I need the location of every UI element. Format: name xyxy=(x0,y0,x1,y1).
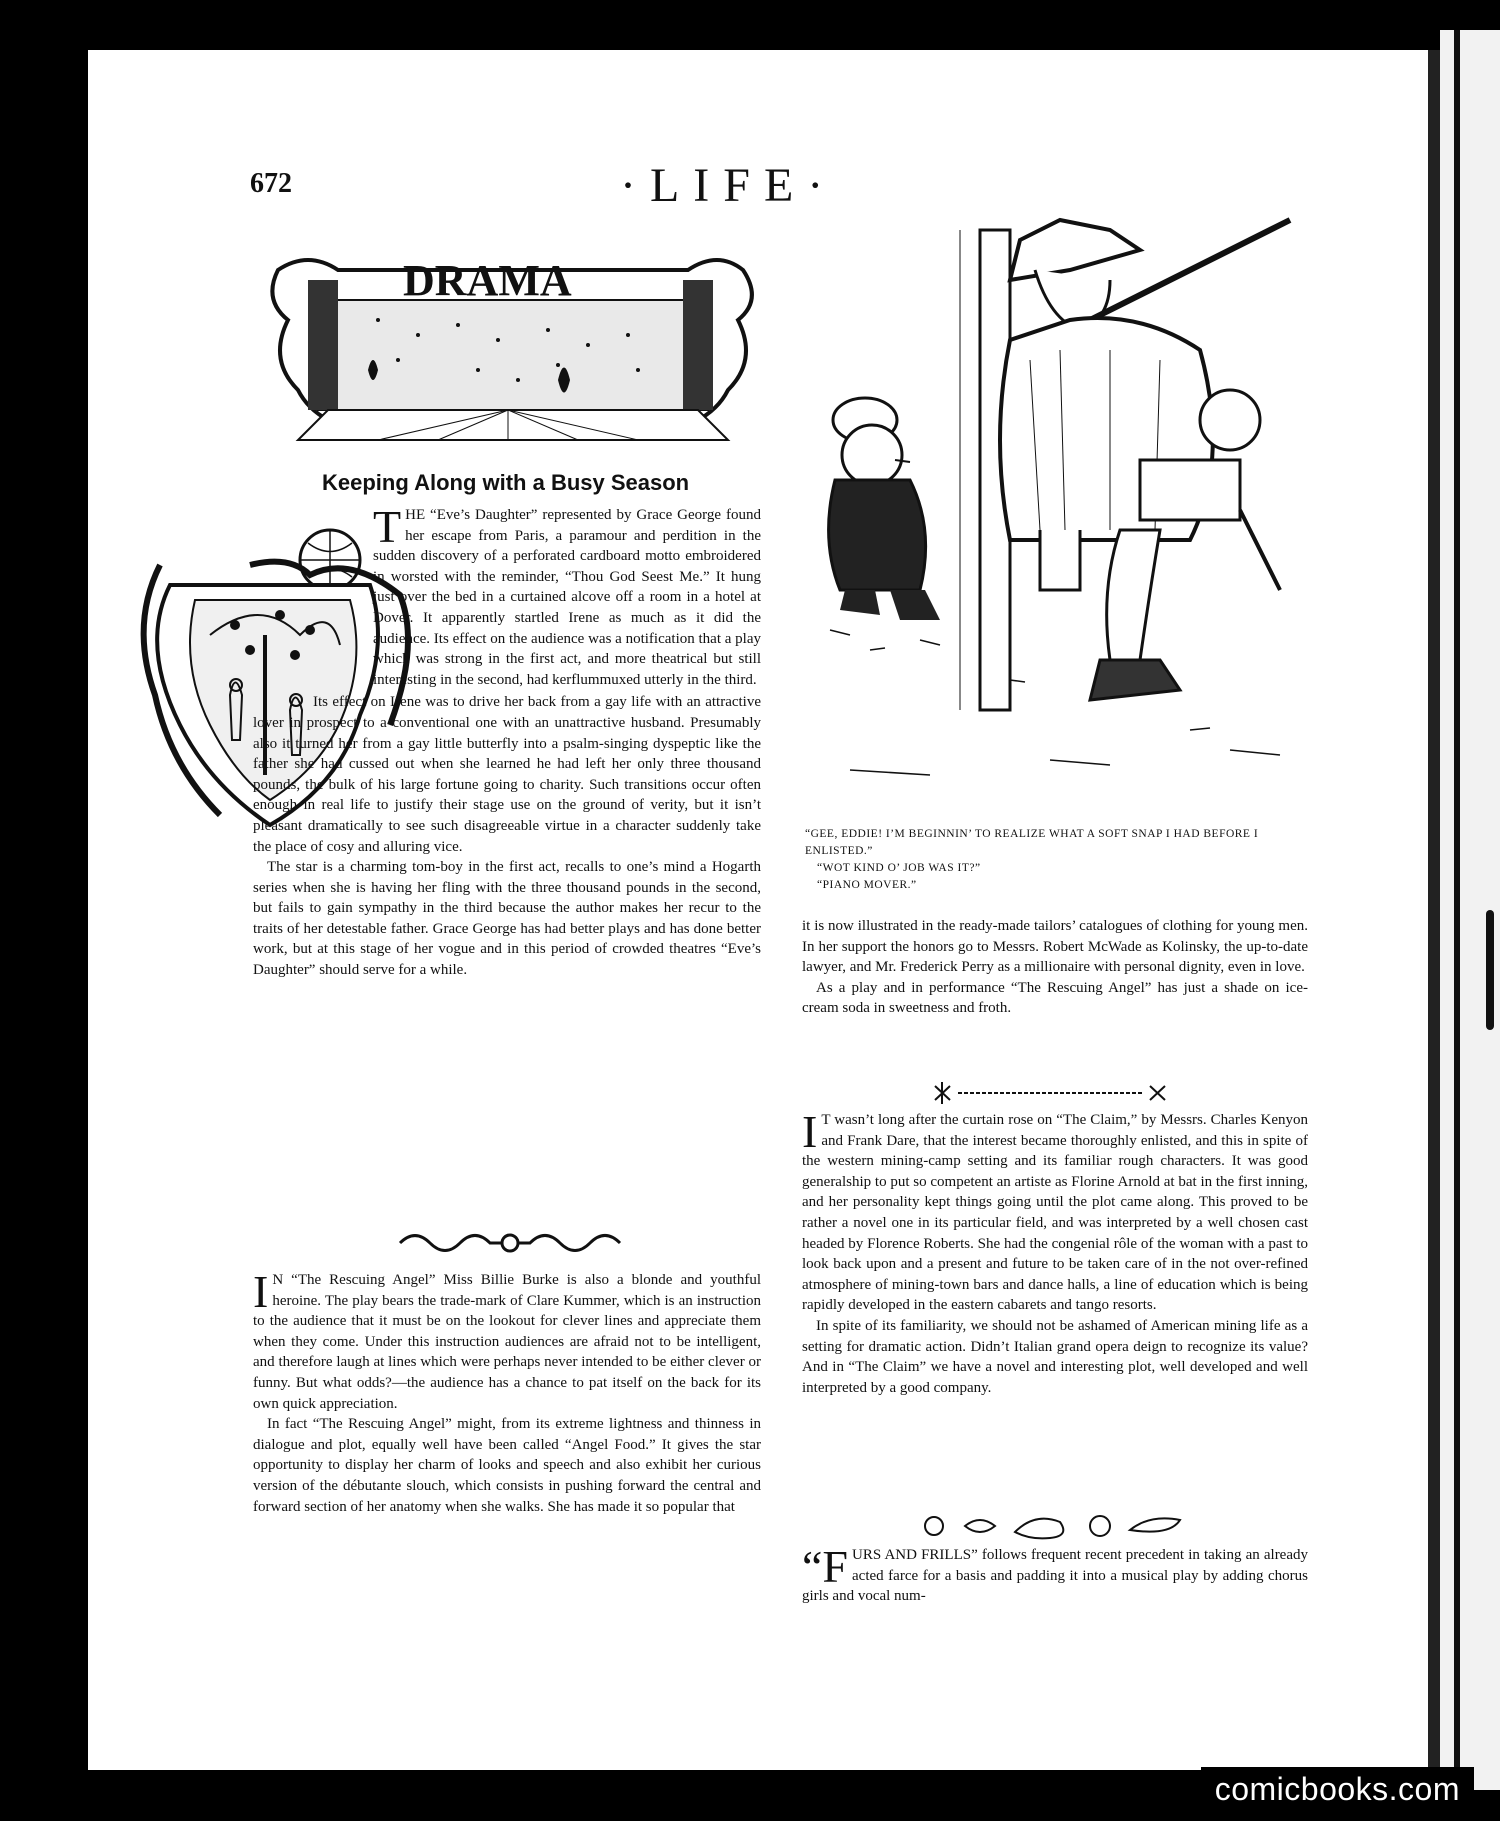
caption-line: “PIANO MOVER.” xyxy=(817,879,917,891)
soldier-cartoon-illustration xyxy=(810,210,1320,820)
article-column-right-lower xyxy=(802,1541,1308,1607)
paragraph-eves-daughter-effect: Its effect on Irene was to drive her back from a gay life with an attractive lover in prospect to a conventional one with an unattractive husband. Presumably also it turned her from a gay little butterfly into a psalm-singing dyspeptic like the father she had cussed out when she learned he had left her only three thousand pounds, the bulk of his large fortune going to charity. Such transitions occur often enough in real life to justify their stage use on the ground of verity, but it isn’t pleasant dramatically to see such disagreeable virtue in a character suddenly take the place of cosy and alluring vice. xyxy=(253,694,761,855)
paragraph-the-claim-familiarity: In spite of its familiarity, we should not be ashamed of American mining life as a setting for dramatic action. Didn’t Italian grand opera deign to recognize its value? And in “The Claim” we have a novel and interesting plot, well developed and well interpreted by a good company. xyxy=(802,1317,1308,1396)
paragraph-the-claim-intro: I T wasn’t long after the curtain rose on “The Claim,” by Messrs. Charles Kenyon and Frank Dare, that the interest became thoroughly enlisted, and this in spite of the western mining-camp setting and its familiar rough characters. It was good generalship to put so competent an artiste as Florine Arnold at bat in the first inning, and her personality kept things going until the plot came along. This proved to be rather a novel one in its particular field, and was interpreted by a well chosen cast headed by Florence Roberts. She had the congenial rôle of the woman with a past to look back upon and a present and future to be taken care of in the not over-refined atmosphere of mining-town bars and dance halls, a line of education which is being rapidly developed in the eastern cabarets and tango resorts. xyxy=(802,1106,1308,1314)
article-column-left-lower xyxy=(253,1266,761,1517)
ink-smudge xyxy=(1486,910,1494,1030)
paragraph-furs-and-frills: “FURS AND FRILLS” follows frequent recent precedent in taking an already acted farce for a basis and padding it into a musical play by adding chorus girls and vocal num- xyxy=(802,1541,1308,1605)
paragraph-rescuing-angel-support: it is now illustrated in the ready-made tailors’ catalogues of clothing for young men. In her support the honors go to Messrs. Robert McWade as Kolinsky, the up-to-date lawyer, and Mr. Frederick Perry as a millionaire with personal dignity, even in love. xyxy=(802,918,1308,976)
page-gutter-line xyxy=(1454,30,1460,1790)
paragraph-rescuing-angel-angel-food: In fact “The Rescuing Angel” might, from its extreme lightness and thinness in dialogue and plot, equally well have been called “Angel Food.” It gives the star opportunity to display her charm of looks and speech and also exhibit her curious version of the débutante slouch, which consists in pushing forward the central and forward section of her anatomy when she walks. She has made it so popular that xyxy=(253,1416,761,1515)
drama-banner-illustration xyxy=(258,240,763,455)
adjacent-page-edge xyxy=(1440,30,1500,1790)
caption-line: “GEE, EDDIE! I’M BEGINNIN’ TO REALIZE WHAT A SOFT SNAP I HAD BEFORE I ENLISTED.” xyxy=(805,828,1259,857)
article-column-left-upper xyxy=(253,501,761,981)
drama-banner-title: DRAMA xyxy=(403,256,572,305)
paragraph-rescuing-angel-summary: As a play and in performance “The Rescuing Angel” has just a shade on ice-cream soda in sweetness and froth. xyxy=(802,979,1308,1017)
caption-line: “WOT KIND O’ JOB WAS IT?” xyxy=(817,862,981,874)
article-column-right-upper xyxy=(802,916,1308,1019)
article-column-right-middle xyxy=(802,1106,1308,1398)
drop-cap: I xyxy=(802,1106,818,1157)
paragraph-eves-daughter-intro: THE “Eve’s Daughter” represented by Grace George found her escape from Paris, a paramour and perdition in the sudden discovery of a perforated cardboard motto embroidered in worsted with the reminder, “Thou God Seest Me.” It hung just over the bed in a curtained alcove off a room in a hotel at Dover. It apparently startled Irene as much as it did the audience. Its effect on the audience was a notification that a play which was strong in the first act, and more theatrical but still interesting in the second, had kerflummuxed utterly in the third. xyxy=(373,501,761,688)
drop-cap: I xyxy=(253,1266,269,1317)
section-divider-ornament xyxy=(930,1078,1170,1108)
article-heading: Keeping Along with a Busy Season xyxy=(322,470,690,495)
drop-cap: “F xyxy=(802,1541,848,1592)
paragraph-rescuing-angel-intro: I N “The Rescuing Angel” Miss Billie Burke is also a blonde and youthful heroine. The play bears the trade-mark of Clare Kummer, which is an instruction to the audience that it must be on the lookout for clever lines and appreciate them when they come. Under this instruction audiences are afraid not to be intelligent, and therefore laugh at lines which were perhaps never intended to be either clever or funny. But what odds?—the audience has a chance to pat itself on the back for its own quick appreciation. xyxy=(253,1266,761,1412)
section-divider-ornament xyxy=(395,1228,625,1258)
cartoon-caption xyxy=(805,826,1325,894)
page-binding-shadow xyxy=(1428,50,1440,1770)
page-number: 672 xyxy=(250,168,292,199)
site-watermark: comicbooks.com xyxy=(1201,1767,1474,1811)
section-divider-ornament xyxy=(920,1510,1190,1542)
paragraph-eves-daughter-star: The star is a charming tom-boy in the first act, recalls to one’s mind a Hogarth series when she is having her fling with the three thousand pounds in the second, but fails to gain sympathy in the third because the author makes her recur to the traits of her detestable father. Grace George has had better plays and has done better work, but at this stage of her vogue and in this period of crowded theatres “Eve’s Daughter” should serve for a while. xyxy=(253,859,761,979)
masthead-title: ·LIFE· xyxy=(620,159,838,212)
drop-cap: T xyxy=(373,501,402,552)
